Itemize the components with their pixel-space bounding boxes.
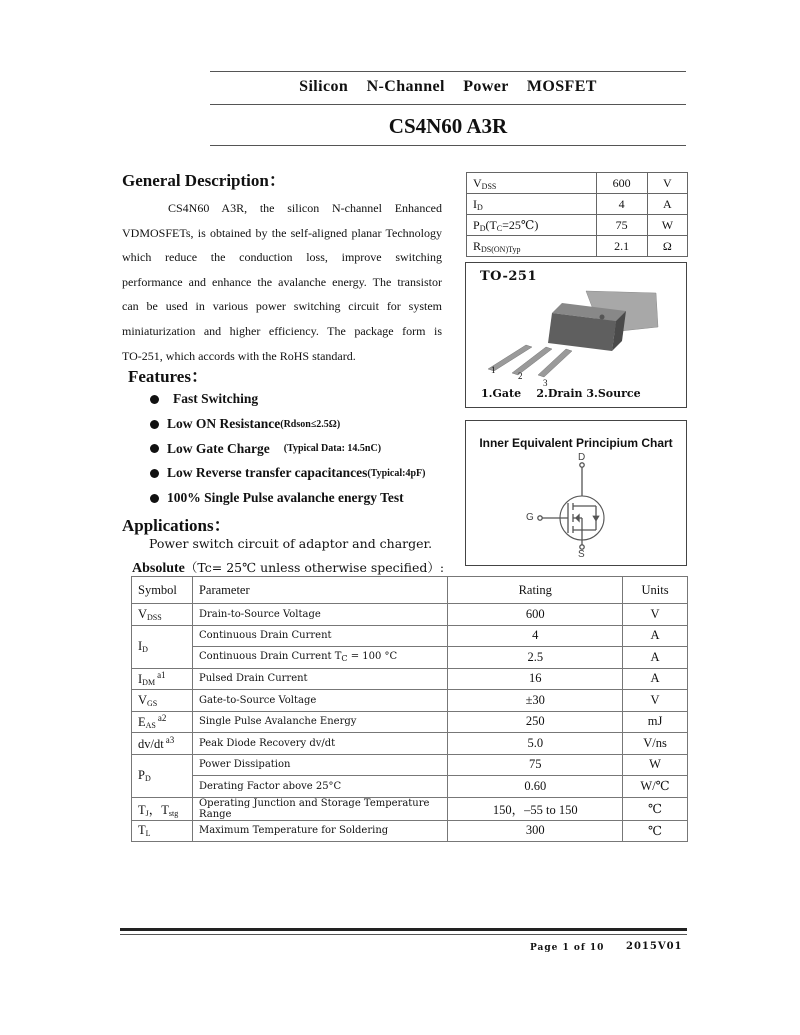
spec-value: 2.1 xyxy=(596,236,647,257)
col-header-units: Units xyxy=(623,577,688,604)
table-row xyxy=(132,797,688,820)
description-line: TO-251, which accords with the RoHS standard. xyxy=(122,348,356,363)
part-number-title: CS4N60 A3R xyxy=(388,114,508,138)
unit-cell: W/℃ xyxy=(623,776,688,798)
general-description-text xyxy=(122,196,442,368)
symbol-cell: $I_{DM}^{a1}$ xyxy=(132,668,193,690)
symbol-cell: $V_{GS}$ xyxy=(132,690,193,712)
rating-cell: 2.5 xyxy=(448,647,623,669)
drain-label: D xyxy=(578,452,586,463)
description-line: CS4N60 A3R, the silicon N-channel Enhanced xyxy=(168,201,442,215)
symbol-cell: $T_L$ xyxy=(132,820,193,842)
rating-cell: 4 xyxy=(448,625,623,647)
col-header-rating: Rating xyxy=(448,577,623,604)
symbol-cell: $E_{AS}^{a2}$ xyxy=(132,711,193,733)
unit-cell: V xyxy=(623,690,688,712)
header-subtitle: Silicon N-Channel Power MOSFET xyxy=(299,78,597,95)
symbol-cell: $V_{DSS}$ xyxy=(132,604,193,626)
symbol-cell: $P_D$ xyxy=(132,754,193,797)
package-hole xyxy=(600,315,605,320)
parameter-cell: Maximum Temperature for Soldering xyxy=(192,820,447,842)
symbol-cell: $I_D$ xyxy=(132,625,193,668)
parameter-cell: Continuous Drain Current $T_C = 100$ °C xyxy=(192,647,447,669)
feature-item: Low ON Resistance (Rdson≤2.5Ω) xyxy=(150,412,425,437)
unit-cell: V xyxy=(623,604,688,626)
description-line: miniaturization and higher efficiency. The package form is xyxy=(122,323,442,338)
spec-unit: Ω xyxy=(647,236,687,257)
equivalent-circuit-figure xyxy=(465,420,687,566)
unit-cell: A xyxy=(623,668,688,690)
parameter-cell: Peak Diode Recovery dv/dt xyxy=(192,733,447,755)
bullet-icon xyxy=(150,395,159,404)
pin-number-1: 1 xyxy=(491,365,496,375)
spec-value: 4 xyxy=(596,194,647,215)
rating-cell: 5.0 xyxy=(448,733,623,755)
pin-number-3: 3 xyxy=(543,378,548,388)
absolute-ratings-caption: Absolute（Tc= 25℃ unless otherwise specified）: xyxy=(132,560,445,576)
unit-cell: W xyxy=(623,754,688,776)
parameter-cell: Power Dissipation xyxy=(192,754,447,776)
bullet-icon xyxy=(150,494,159,503)
rating-cell: 250 xyxy=(448,711,623,733)
features-list xyxy=(150,387,425,510)
package-figure xyxy=(465,262,687,408)
unit-cell: mJ xyxy=(623,711,688,733)
symbol-cell: dv/dt $^{a3}$ xyxy=(132,733,193,755)
parameter-cell: Derating Factor above 25°C xyxy=(192,776,447,798)
unit-cell: A xyxy=(623,625,688,647)
spec-symbol: $P_D(T_C=25℃)$ xyxy=(467,215,597,236)
unit-cell: V/ns xyxy=(623,733,688,755)
table-row xyxy=(132,604,688,626)
bullet-icon xyxy=(150,444,159,453)
package-drawing xyxy=(466,263,686,383)
rating-cell: 150，–55 to 150 xyxy=(448,797,623,820)
table-row xyxy=(132,733,688,755)
col-header-symbol: Symbol xyxy=(132,577,193,604)
rating-cell: 0.60 xyxy=(448,776,623,798)
spec-symbol: $V_{DSS}$ xyxy=(467,173,597,194)
rating-cell: ±30 xyxy=(448,690,623,712)
header-bottom-rule xyxy=(210,145,686,146)
parameter-cell: Single Pulse Avalanche Energy xyxy=(192,711,447,733)
general-description-heading: General Description： xyxy=(122,171,286,190)
package-label: TO-251 xyxy=(480,269,538,284)
table-row xyxy=(132,820,688,842)
rating-cell: 16 xyxy=(448,668,623,690)
table-header-row xyxy=(132,577,688,604)
rating-cell: 600 xyxy=(448,604,623,626)
parameter-cell: Operating Junction and Storage Temperature Range xyxy=(192,797,447,820)
feature-item: 100% Single Pulse avalanche energy Test xyxy=(150,486,425,511)
symbol-cell: $T_J$，$T_{stg}$ xyxy=(132,797,193,820)
header-top-rule xyxy=(210,71,686,72)
footer-thin-rule xyxy=(120,934,687,935)
spec-row xyxy=(467,215,688,236)
parameter-cell: Gate-to-Source Voltage xyxy=(192,690,447,712)
table-row xyxy=(132,776,688,798)
spec-symbol: $R_{DS(ON)Typ}$ xyxy=(467,236,597,257)
col-header-parameter: Parameter xyxy=(192,577,447,604)
applications-text: Power switch circuit of adaptor and charger. xyxy=(149,536,433,551)
spec-value: 600 xyxy=(596,173,647,194)
absolute-ratings-table xyxy=(131,576,688,842)
table-row xyxy=(132,625,688,647)
bullet-icon xyxy=(150,469,159,478)
rating-cell: 300 xyxy=(448,820,623,842)
feature-item: Low Gate Charge (Typical Data: 14.5nC) xyxy=(150,436,425,461)
equivalent-chart-title: Inner Equivalent Principium Chart xyxy=(479,436,673,450)
footer-thick-rule xyxy=(120,928,687,931)
table-row xyxy=(132,754,688,776)
gate-label: G xyxy=(526,512,534,523)
mosfet-symbol xyxy=(466,421,688,567)
description-line: can be used in various power switching circuit for system xyxy=(122,299,442,314)
spec-row xyxy=(467,173,688,194)
page-number: Page 1 of 10 xyxy=(530,943,605,953)
table-row xyxy=(132,647,688,669)
spec-symbol: $I_D$ xyxy=(467,194,597,215)
source-label: S xyxy=(578,549,585,560)
bullet-icon xyxy=(150,420,159,429)
unit-cell: ℃ xyxy=(623,820,688,842)
parameter-cell: Pulsed Drain Current xyxy=(192,668,447,690)
table-row xyxy=(132,711,688,733)
description-line: performance and enhance the avalanche energy. The transistor xyxy=(122,274,442,289)
feature-item: Low Reverse transfer capacitances (Typical:4pF) xyxy=(150,461,425,486)
spec-value: 75 xyxy=(596,215,647,236)
spec-unit: W xyxy=(647,215,687,236)
unit-cell: ℃ xyxy=(623,797,688,820)
header-mid-rule xyxy=(210,104,686,105)
rating-cell: 75 xyxy=(448,754,623,776)
description-line: VDMOSFETs, is obtained by the self-aligned planar Technology xyxy=(122,225,442,240)
table-row xyxy=(132,690,688,712)
parameter-cell: Drain-to-Source Voltage xyxy=(192,604,447,626)
spec-unit: A xyxy=(647,194,687,215)
pin-number-2: 2 xyxy=(518,371,523,381)
table-row xyxy=(132,668,688,690)
applications-heading: Applications： xyxy=(122,516,231,535)
key-spec-table xyxy=(466,172,688,257)
feature-item: Fast Switching xyxy=(150,387,425,412)
document-version: 2015V01 xyxy=(626,941,683,952)
spec-unit: V xyxy=(647,173,687,194)
features-heading: Features： xyxy=(128,367,208,386)
spec-row xyxy=(467,194,688,215)
unit-cell: A xyxy=(623,647,688,669)
parameter-cell: Continuous Drain Current xyxy=(192,625,447,647)
spec-row xyxy=(467,236,688,257)
description-line: which reduce the conduction loss, improve switching xyxy=(122,250,442,265)
pins-caption: 1.Gate 2.Drain 3.Source xyxy=(481,387,641,400)
